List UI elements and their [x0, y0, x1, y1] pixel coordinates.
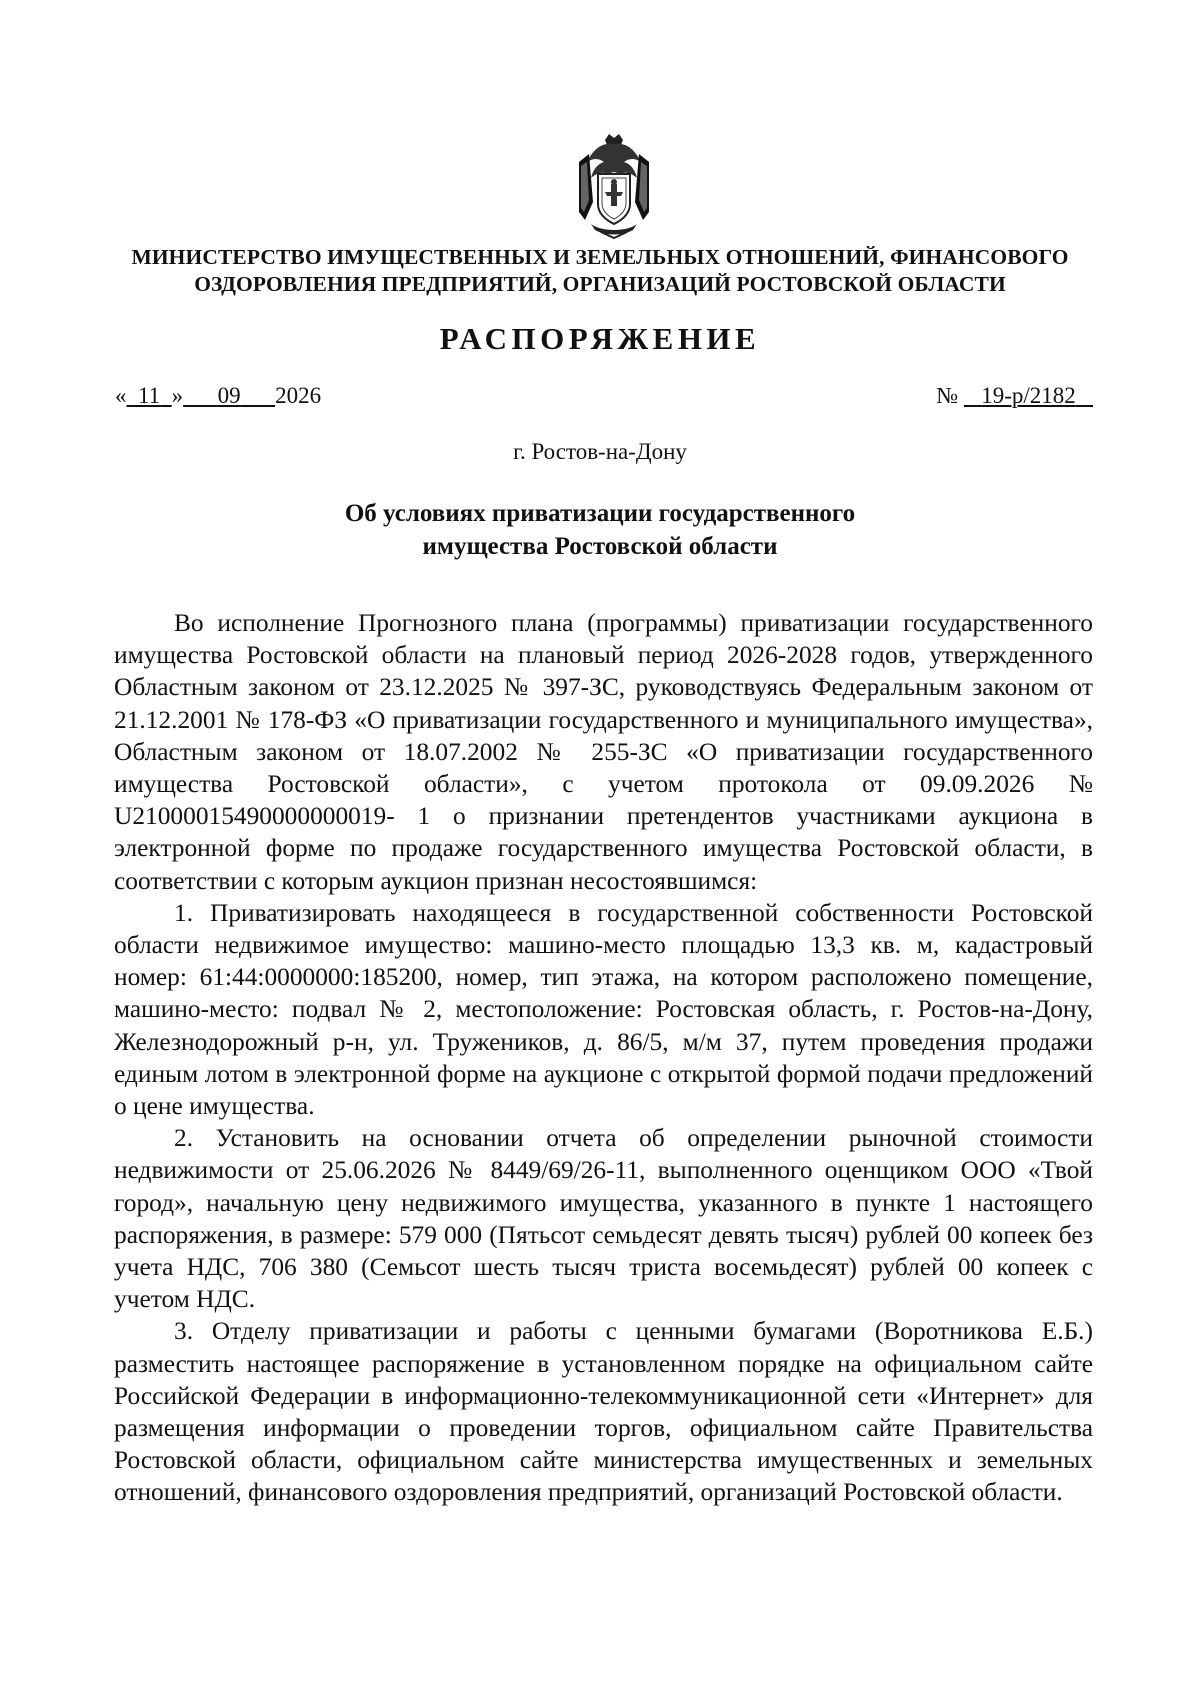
item-3-paragraph: 3. Отделу приватизации и работы с ценными бумагами (Воротникова Е.Б.) разместить настоящее распоряжение в установленном порядке на официальном сайте Российской Федерации в информационно-телекоммуникационной сети «Интернет» для размещения информации о проведении торгов, официальном сайте Правительства Ростовской области, официальном сайте министерства имущественных и земельных отношений, финансового оздоровления предприятий, организаций Ростовской области. — [114, 1317, 1093, 1507]
subject-line-1: Об условиях приватизации государственного — [344, 500, 856, 527]
document-date — [115, 383, 321, 409]
item-2-paragraph: 2. Установить на основании отчета об определении рыночной стоимости недвижимости от 25.06.2026 № 8449/69/26-11, выполненного оценщиком ООО «Твой город», начальную цену недвижимого имущества, указанного в пункте 1 настоящего распоряжения, в размере: 579 000 (Пятьсот семьдесят девять тысяч) рублей 00 копеек без учета НДС, 706 380 (Семьсот шесть тысяч триста восемьдесят) рублей 00 копеек с учетом НДС. — [114, 1124, 1093, 1314]
date-month: 09 — [217, 383, 241, 408]
ministry-name-line-1: МИНИСТЕРСТВО ИМУЩЕСТВЕННЫХ И ЗЕМЕЛЬНЫХ ОТНОШЕНИЙ, ФИНАНСОВОГО — [131, 245, 1069, 269]
ministry-name — [100, 244, 1100, 298]
document-subject — [200, 497, 1000, 563]
date-year: 2026 — [275, 383, 322, 408]
number-value: 19-р/2182 — [981, 383, 1076, 408]
number-sign: № — [936, 383, 959, 408]
subject-line-2: имущества Ростовской области — [422, 533, 778, 560]
date-day: 11 — [138, 383, 161, 408]
preamble-paragraph: Во исполнение Прогнозного плана (программы) приватизации государственного имущества Ростовской области на плановый период 2026-2028 годов, утвержденного Областным законом от 23.12.2025 № 397-ЗС, руководствуясь Федеральным законом от 21.12.2001 № 178-ФЗ «О приватизации государственного и муниципального имущества», Областным законом от 18.07.2002 № 255-ЗС «О приватизации государственного имущества Ростовской области», с учетом протокола от 09.09.2026 № U21000015490000000019- 1 о признании претендентов участниками аукциона в электронной форме по продаже государственного имущества Ростовской области, в соответствии с которым аукцион признан несостоявшимся: — [114, 609, 1093, 895]
document-type: РАСПОРЯЖЕНИЕ — [439, 321, 761, 356]
date-open-quote: « — [115, 383, 127, 408]
document-number — [936, 383, 1093, 409]
city-line: г. Ростов-на-Дону — [513, 439, 687, 464]
coat-of-arms-icon — [571, 132, 657, 240]
ministry-name-line-2: ОЗДОРОВЛЕНИЯ ПРЕДПРИЯТИЙ, ОРГАНИЗАЦИЙ РОСТОВСКОЙ ОБЛАСТИ — [194, 272, 1006, 296]
date-close-quote: » — [171, 383, 184, 408]
document-body — [114, 607, 1093, 1509]
item-1-paragraph: 1. Приватизировать находящееся в государственной собственности Ростовской области недвижимое имущество: машино-место площадью 13,3 кв. м, кадастровый номер: 61:44:0000000:185200, номер, тип этажа, на котором расположено помещение, машино-место: подвал № 2, местоположение: Ростовская область, г. Ростов-на-Дону, Железнодорожный р-н, ул. Тружеников, д. 86/5, м/м 37, путем проведения продажи единым лотом в электронной форме на аукционе с открытой формой подачи предложений о цене имущества. — [114, 898, 1093, 1121]
